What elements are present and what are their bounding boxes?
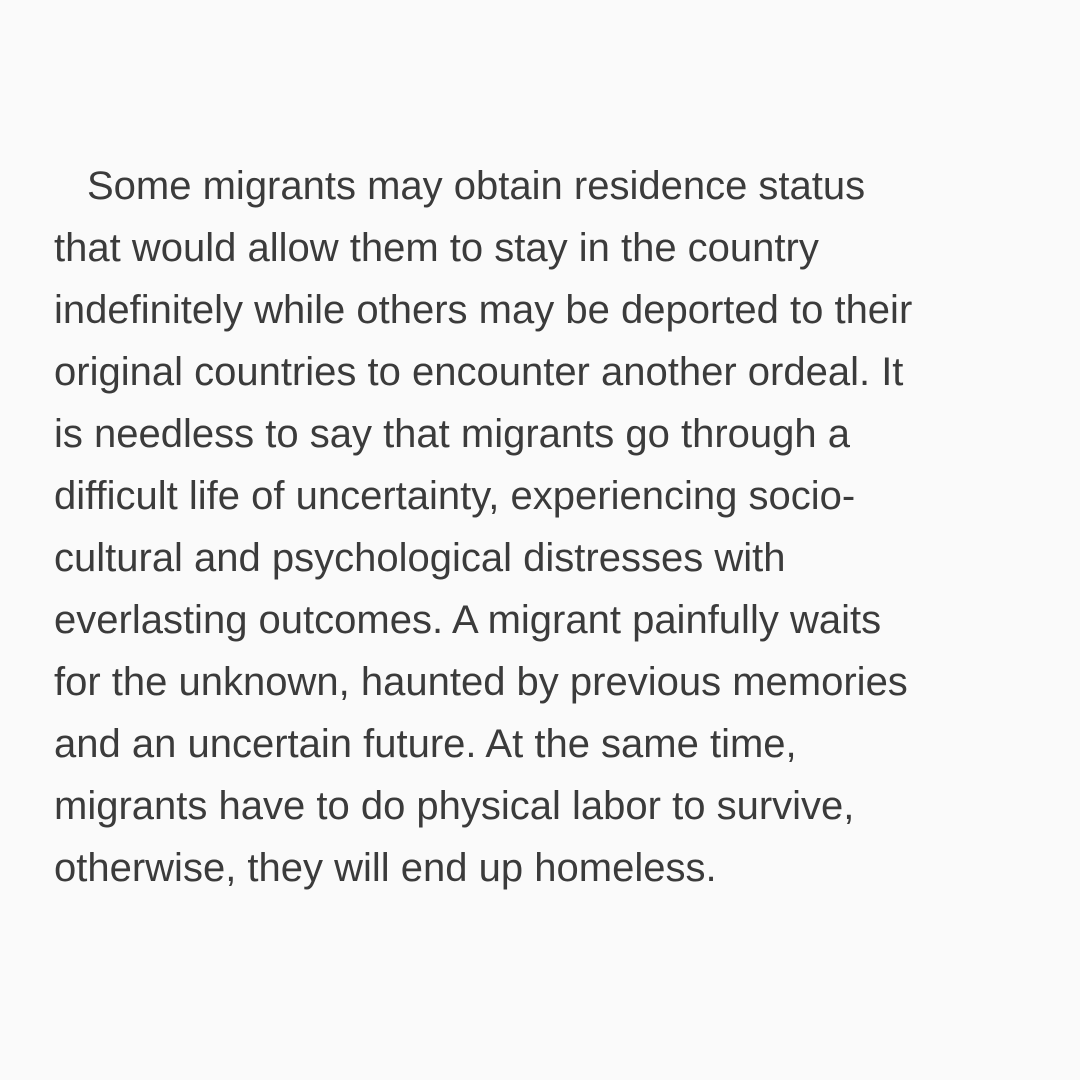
paragraph-line: cultural and psychological distresses with: [54, 536, 786, 580]
paragraph-line: Some migrants may obtain residence status: [87, 164, 866, 208]
paragraph-line: and an uncertain future. At the same time,: [54, 722, 797, 766]
paragraph-line: otherwise, they will end up homeless.: [54, 846, 717, 890]
paragraph-line: difficult life of uncertainty, experiencing socio-: [54, 474, 856, 518]
paragraph-line: original countries to encounter another ordeal. It: [54, 350, 904, 394]
paragraph: [54, 155, 1074, 899]
paragraph-line: is needless to say that migrants go through a: [54, 412, 851, 456]
paragraph-line: everlasting outcomes. A migrant painfully waits: [54, 598, 882, 642]
paragraph-line: migrants have to do physical labor to survive,: [54, 784, 855, 828]
paragraph-line: that would allow them to stay in the country: [54, 226, 819, 270]
paragraph-line: for the unknown, haunted by previous memories: [54, 660, 908, 704]
paragraph-line: indefinitely while others may be deported to their: [54, 288, 913, 332]
